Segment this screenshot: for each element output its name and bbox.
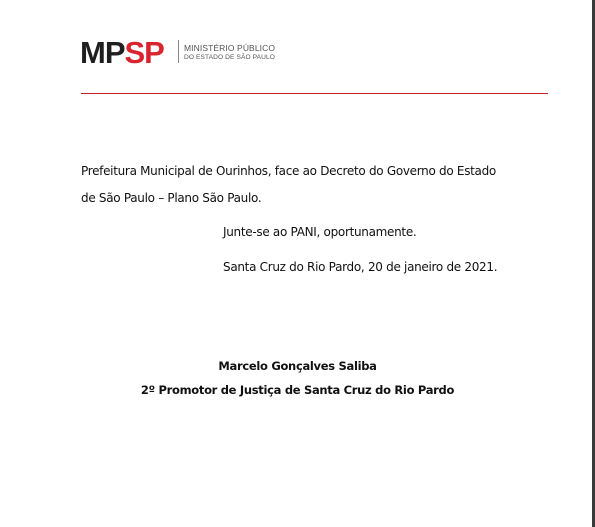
- instruction-text: Junte-se ao PANI, oportunamente.: [223, 225, 417, 239]
- signatory-name: Marcelo Gonçalves Saliba: [218, 359, 377, 373]
- logo-sp-text: SP: [124, 35, 164, 70]
- org-name-line1: MINISTÉRIO PÚBLICO: [184, 43, 276, 53]
- logo-divider: [178, 40, 179, 63]
- org-name-line2: DO ESTADO DE SÃO PAULO: [184, 54, 275, 61]
- paragraph-line-2: de São Paulo – Plano São Paulo.: [81, 191, 262, 205]
- place-date-text: Santa Cruz do Rio Pardo, 20 de janeiro de 2021.: [223, 260, 498, 274]
- signatory-title: 2º Promotor de Justiça de Santa Cruz do Rio Pardo: [140, 383, 455, 397]
- paragraph-line-1: Prefeitura Municipal de Ourinhos, face ao Decreto do Governo do Estado: [81, 164, 496, 178]
- mpsp-logo: [80, 35, 164, 70]
- logo-mp-text: MP: [80, 35, 125, 70]
- header-rule: [81, 93, 548, 94]
- org-name: [184, 43, 324, 62]
